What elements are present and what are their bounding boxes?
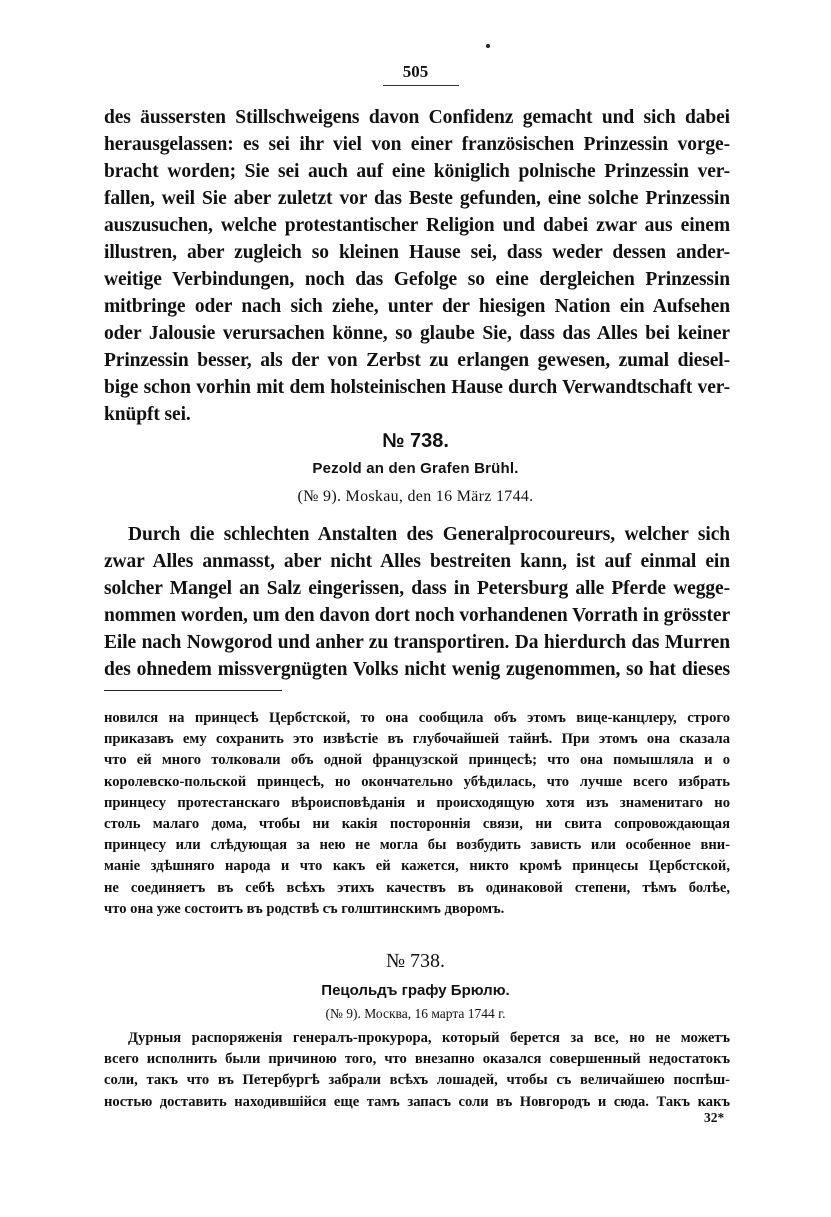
text-line: ностью доставить находившійся еще тамъ запасъ соли въ Новгородъ и сюда. Такъ какъ	[104, 1093, 730, 1110]
text-line: des äussersten Stillschweigens davon Confidenz gemacht und sich dabei	[104, 107, 730, 128]
text-line: новился на принцесѣ Цербстской, то она сообщила объ этомъ вице-канцлеру, строго	[104, 710, 730, 726]
german-document-body	[104, 521, 730, 683]
text-line: что ей много толковали объ одной французской принцесѣ; что она помышляла и о	[104, 752, 730, 769]
signature-mark: 32*	[704, 1110, 725, 1125]
text-line: Prinzessin besser, als der von Zerbst zu erlangen gewesen, zumal diesel-	[104, 350, 730, 371]
text-line: Eile nach Nowgorod und anher zu transportiren. Da hierdurch das Murren	[104, 632, 730, 653]
text-line: fallen, weil Sie aber zuletzt vor das Beste gefunden, eine solche Prinzessin	[104, 188, 730, 209]
russian-footnote	[104, 708, 730, 920]
text-line: что она уже состоитъ въ родствѣ съ голштинскимъ дворомъ.	[104, 900, 505, 917]
text-line: bracht worden; Sie sei auch auf eine königlich polnische Prinzessin ver-	[104, 161, 730, 182]
text-line: solcher Mangel an Salz eingerissen, dass in Petersburg alle Pferde wegge-	[104, 578, 730, 599]
german-document-title: Pezold an den Grafen Brühl.	[312, 460, 519, 477]
text-line: Дурныя распоряженія генералъ-прокурора, который берется за все, но не можетъ	[128, 1030, 730, 1046]
text-line: herausgelassen: es sei ihr viel von einer französischen Prinzessin vorge-	[104, 134, 730, 155]
text-line: des ohnedem missvergnügten Volks nicht wenig zugenommen, so hat dieses	[104, 659, 730, 680]
text-line: королевско-польской принцесѣ, но окончательно убѣдилась, что лучше всего избрать	[104, 773, 730, 790]
text-line: принцесу или слѣдующая за нею не могла бы возбудить зависть или особенное вни-	[104, 837, 730, 854]
german-continuation-paragraph	[104, 104, 730, 428]
russian-document-dateline: (№ 9). Москва, 16 марта 1744 г.	[325, 1006, 506, 1021]
text-line: не соединяетъ въ себѣ всѣхъ этихъ качествъ въ одинаковой степени, тѣмъ болѣе,	[104, 879, 730, 896]
text-line: illustren, aber zugleich so kleinen Hause sei, dass weder dessen ander-	[104, 242, 730, 263]
page-number-rule	[383, 85, 459, 86]
text-line: соли, такъ что въ Петербургѣ забрали всѣхъ лошадей, чтобы съ величайшею поспѣш-	[104, 1072, 730, 1089]
german-document-dateline: (№ 9). Moskau, den 16 März 1744.	[297, 488, 534, 505]
text-line: zwar Alles anmasst, aber nicht Alles bestreiten kann, ist auf einmal ein	[104, 551, 730, 572]
text-line: столь малаго дома, чтобы ни какія постороннія связи, ни свита сопровождающая	[104, 815, 730, 832]
footnote-divider	[104, 690, 282, 691]
text-line: Durch die schlechten Anstalten des Generalprocoureurs, welcher sich	[128, 524, 730, 545]
text-line: mitbringe oder nach sich ziehe, unter der hiesigen Nation ein Aufsehen	[104, 296, 730, 317]
text-line: knüpft sei.	[104, 404, 191, 425]
text-line: nommen worden, um den davon dort noch vorhandenen Vorrath in grösster	[104, 605, 730, 626]
text-line: принцесу протестанскаго вѣроисповѣданія и происходящую хотя изъ знаменитаго но	[104, 794, 730, 811]
text-line: auszusuchen, welche protestantischer Religion und dabei zwar aus einem	[104, 215, 730, 236]
text-line: маніе здѣшняго народа и что какъ ей кажется, никто кромѣ принцесы Цербстской,	[104, 858, 730, 875]
text-line: weitige Verbindungen, noch das Gefolge so eine dergleichen Prinzessin	[104, 269, 730, 290]
text-line: всего исполнить были причиною того, что внезапно оказался совершенный недостатокъ	[104, 1051, 730, 1068]
text-line: bige schon vorhin mit dem holsteinischen Hause durch Verwandtschaft ver-	[104, 377, 730, 398]
russian-document-title: Пецольдъ графу Брюлю.	[321, 982, 510, 999]
page-number: 505	[402, 62, 429, 81]
ink-speck	[486, 44, 490, 48]
russian-document-number: № 738.	[385, 950, 446, 972]
russian-document-body	[104, 1028, 730, 1113]
text-line: приказавъ ему сохранить это извѣстіе въ глубочайшей тайнѣ. При этомъ она сказала	[104, 731, 730, 748]
german-document-number: № 738.	[382, 430, 449, 452]
text-line: oder Jalousie verursachen könne, so glaube Sie, dass das Alles bei keiner	[104, 323, 730, 344]
